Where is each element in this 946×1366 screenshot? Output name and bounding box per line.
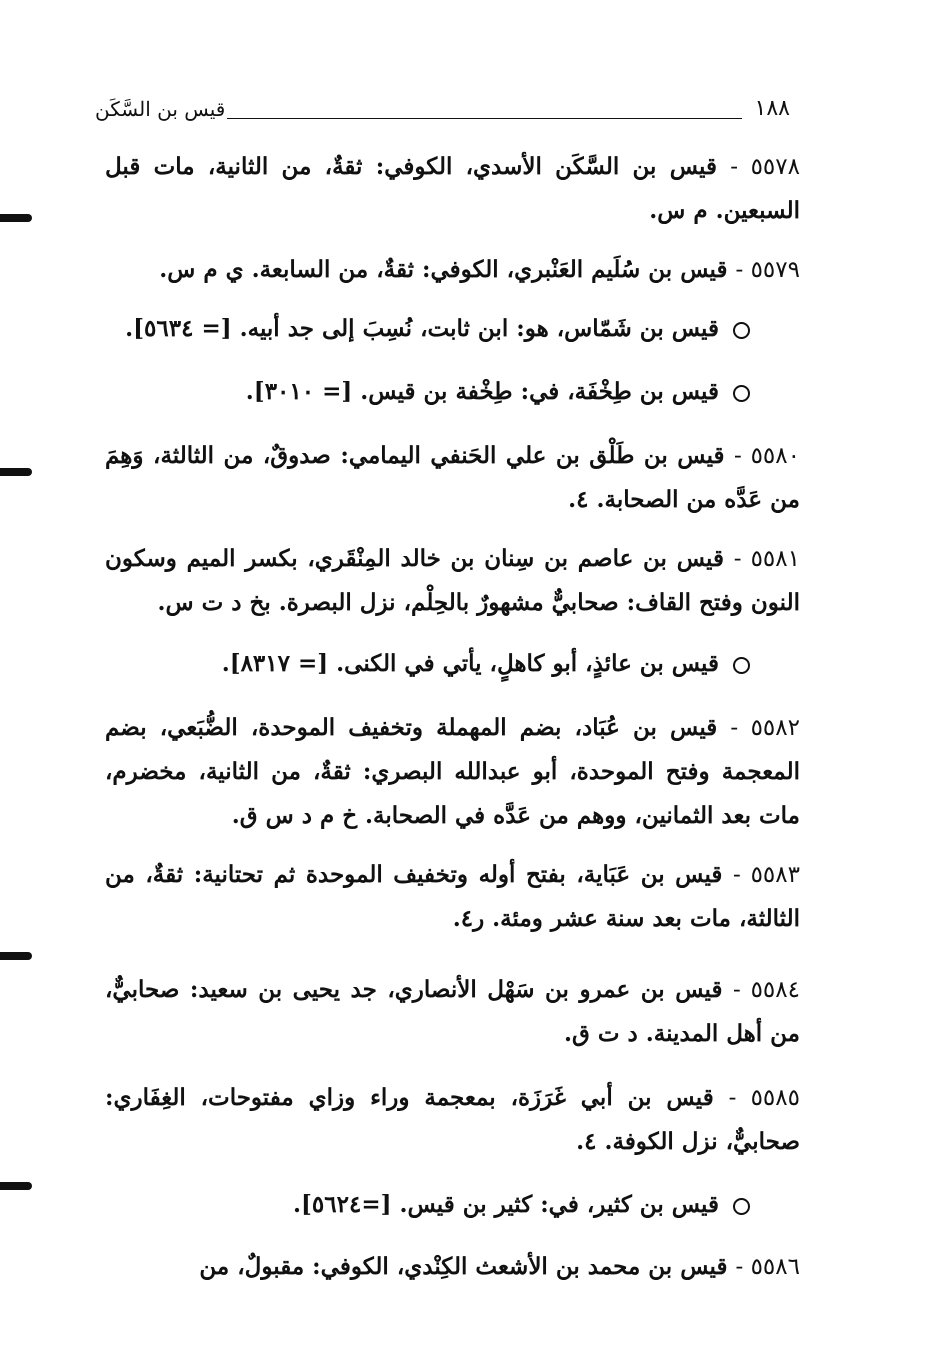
header-rule <box>227 118 742 119</box>
cross-reference-aidh <box>105 642 800 686</box>
cross-reference-kathir <box>105 1183 800 1227</box>
page-header <box>95 96 790 130</box>
entry-text: قيس بن شَمّاس، هو: ابن ثابت، نُسِبَ إلى جد أبيه. [= ٥٦٣٤]. <box>125 315 719 342</box>
entry-text: قيس بن عَبَاية، بفتح أوله وتخفيف الموحدة ثم تحتانية: ثقةٌ، من الثالثة، مات بعد سنة عشر ومئة. ر٤. <box>105 861 800 932</box>
entry-number: ٥٥٨٥ - <box>728 1085 800 1111</box>
entry-number: ٥٥٨٢ - <box>730 715 800 741</box>
entry-5586 <box>105 1245 800 1289</box>
entry-5582 <box>105 706 800 838</box>
circle-marker-icon <box>733 657 750 674</box>
entry-number: ٥٥٨١ - <box>733 546 800 572</box>
entry-number: ٥٥٨٤ - <box>732 977 800 1003</box>
cross-reference-shammas <box>105 307 800 351</box>
entry-5581 <box>105 537 800 625</box>
binding-mark <box>0 214 32 222</box>
entry-number: ٥٥٨٦ - <box>735 1254 800 1280</box>
entry-5584 <box>105 968 800 1056</box>
entry-text: قيس بن كثير، في: كثير بن قيس. [=٥٦٢٤]. <box>293 1191 719 1218</box>
entry-text: قيس بن طَلْق بن علي الحَنفي اليمامي: صدوقٌ، من الثالثة، وَهِمَ من عَدَّه من الصحابة. ٤. <box>105 442 800 513</box>
entry-text: قيس بن عمرو بن سَهْل الأنصاري، جد يحيى بن سعيد: صحابيٌّ، من أهل المدينة. د ت ق. <box>105 976 800 1047</box>
entry-5579 <box>105 248 800 292</box>
entry-text: قيس بن عائذٍ، أبو كاهلٍ، يأتي في الكنى. [= ٨٣١٧]. <box>221 650 719 677</box>
entry-number: ٥٥٨٣ - <box>732 862 800 888</box>
running-head: قيس بن السَّكَن <box>95 97 226 121</box>
entry-5583 <box>105 853 800 941</box>
entry-5580 <box>105 434 800 522</box>
circle-marker-icon <box>733 1198 750 1215</box>
entry-text: قيس بن أبي غَرَزَة، بمعجمة وراء وزاي مفتوحات، الغِفَاري: صحابيٌّ، نزل الكوفة. ٤. <box>105 1084 800 1155</box>
circle-marker-icon <box>733 385 750 402</box>
entry-text: قيس بن سُلَيم العَنْبري، الكوفي: ثقةٌ، من السابعة. ي م س. <box>159 256 728 283</box>
binding-mark <box>0 1182 32 1190</box>
binding-mark <box>0 952 32 960</box>
entry-text: قيس بن السَّكَن الأسدي، الكوفي: ثقةٌ، من الثانية، مات قبل السبعين. م س. <box>105 153 800 224</box>
entry-5585 <box>105 1076 800 1164</box>
entry-text: قيس بن طِخْفَة، في: طِخْفة بن قيس. [= ٣٠١٠]. <box>245 378 719 405</box>
entry-text: قيس بن محمد بن الأشعث الكِنْدي، الكوفي: مقبولٌ، من <box>199 1253 728 1280</box>
entry-text: قيس بن عاصم بن سِنان بن خالد المِنْقَري، بكسر الميم وسكون النون وفتح القاف: صحابيٌّ مشهورٌ بالحِلْم، نزل البصرة. بخ د ت س. <box>105 545 800 616</box>
entry-number: ٥٥٧٨ - <box>730 154 800 180</box>
cross-reference-tikhfa <box>105 370 800 414</box>
page-number: ١٨٨ <box>754 96 790 121</box>
binding-mark <box>0 468 32 476</box>
entry-number: ٥٥٧٩ - <box>735 257 800 283</box>
entry-number: ٥٥٨٠ - <box>734 443 800 469</box>
entry-text: قيس بن عُبَاد، بضم المهملة وتخفيف الموحدة، الضُّبَعي، بضم المعجمة وفتح الموحدة، أبو عبدالله البصري: ثقةٌ، من الثانية، مخضرم، مات بعد الثمانين، ووهم من عَدَّه في الصحابة. خ م د س ق. <box>105 714 800 829</box>
circle-marker-icon <box>733 322 750 339</box>
entry-5578 <box>105 145 800 233</box>
